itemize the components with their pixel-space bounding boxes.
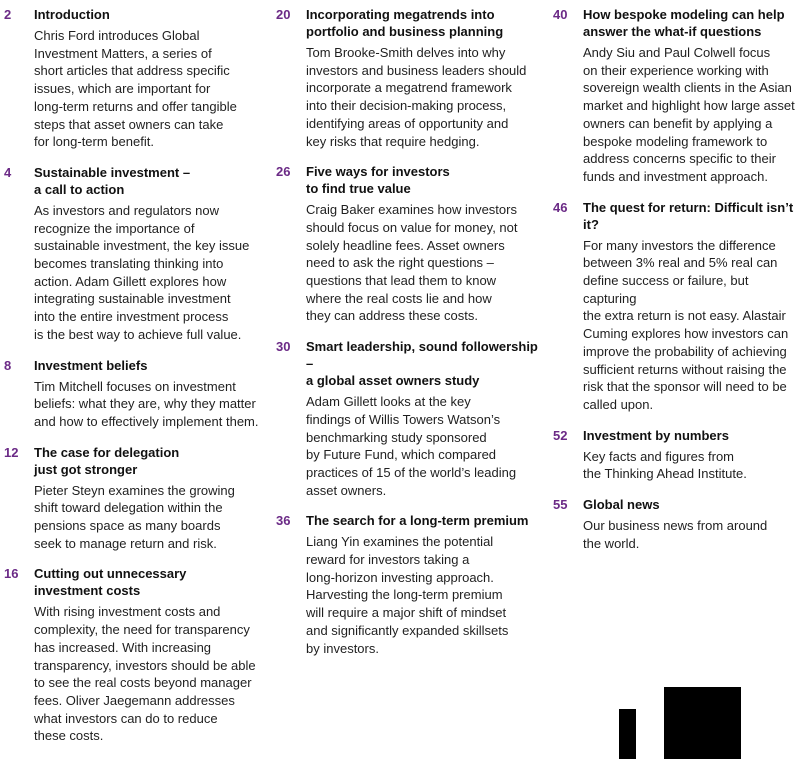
- article-title[interactable]: The case for delegation just got stronger: [34, 444, 180, 477]
- page-number: 2: [4, 7, 12, 22]
- page-number: 26: [276, 164, 291, 180]
- article-title[interactable]: Cutting out unnecessary investment costs: [34, 566, 187, 599]
- article-title[interactable]: Introduction: [34, 7, 110, 22]
- article-summary: Andy Siu and Paul Colwell focus on their experience working with sovereign wealth clients in the Asian market and highlight how large asset owners can benefit by applying a bespoke modeling framework to address concerns specific to their funds and investment approach.: [583, 45, 795, 184]
- article-title[interactable]: Global news: [583, 497, 660, 513]
- article-summary: Chris Ford introduces Global Investment Matters, a series of short articles that address specific issues, which are important for long-term returns and offer tangible steps that asset owners can take for long-term benefit.: [34, 28, 237, 150]
- page-number: 40: [553, 7, 568, 22]
- article-title[interactable]: The search for a long-term premium: [306, 513, 529, 529]
- contents-entry[interactable]: [553, 6, 805, 186]
- article-summary: For many investors the difference between 3% real and 5% real can define success or failure, but capturing the extra return is not easy. Alastair Cuming explores how investors can improve the probability of achieving sufficient returns without raising the risk that the sponsor will need to be called upon.: [583, 237, 789, 412]
- article-summary: Adam Gillett looks at the key findings of Willis Towers Watson’s benchmarking study sponsored by Future Fund, which compared practices of 15 of the world’s leading asset owners.: [306, 394, 517, 498]
- article-title[interactable]: Investment by numbers: [583, 427, 729, 443]
- article-title[interactable]: Five ways for investors to find true value: [306, 164, 450, 197]
- contents-entry[interactable]: [553, 496, 805, 552]
- contents-entry[interactable]: [553, 199, 805, 414]
- article-summary: Craig Baker examines how investors should focus on value for money, not solely headline fees. Asset owners need to ask the right questions – questions that lead them to know where the real costs lie and how they can address these costs.: [306, 202, 518, 324]
- article-title[interactable]: The quest for return: Difficult isn’t it?: [583, 199, 794, 232]
- contents-entry[interactable]: [276, 6, 548, 150]
- page-number: 4: [4, 164, 12, 180]
- page-number: 36: [276, 513, 291, 529]
- contents-entry[interactable]: [276, 338, 548, 499]
- article-summary: Tim Mitchell focuses on investment beliefs: what they are, why they matter and how to effectively implement them.: [34, 378, 259, 429]
- contents-entry[interactable]: [553, 427, 805, 483]
- contents-entry[interactable]: [4, 6, 272, 151]
- contents-column-3: [553, 6, 805, 565]
- page-number: 46: [553, 199, 568, 215]
- page-number: 16: [4, 566, 19, 582]
- contents-entry[interactable]: [276, 512, 548, 657]
- article-title[interactable]: Incorporating megatrends into portfolio and business planning: [306, 7, 504, 39]
- article-summary: With rising investment costs and complexity, the need for transparency has increased. With increasing transparency, investors should be able to see the real costs beyond manager fees. Oliver Jaegemann addresses what investors can do to reduce these costs.: [34, 604, 256, 744]
- article-summary: Liang Yin examines the potential reward for investors taking a long-horizon investing approach. Harvesting the long-term premium will require a major shift of mindset and significantly expanded skillsets by investors.: [306, 534, 509, 656]
- article-title[interactable]: Investment beliefs: [34, 357, 148, 373]
- contents-entry[interactable]: [276, 163, 548, 325]
- contents-entry[interactable]: [4, 164, 272, 344]
- contents-entry[interactable]: [4, 444, 272, 553]
- page-number: 52: [553, 427, 568, 443]
- contents-column-2: [276, 6, 548, 670]
- page-number: 12: [4, 444, 19, 460]
- article-summary: Our business news from around the world.: [583, 518, 768, 551]
- article-title[interactable]: How bespoke modeling can help answer the what-if questions: [583, 7, 785, 39]
- article-summary: Key facts and figures from the Thinking Ahead Institute.: [583, 448, 747, 482]
- decorative-block-large: [664, 687, 741, 759]
- article-title[interactable]: Smart leadership, sound followership – a global asset owners study: [306, 339, 538, 389]
- article-title[interactable]: Sustainable investment – a call to action: [34, 164, 191, 197]
- page-number: 55: [553, 497, 568, 513]
- contents-entry[interactable]: [4, 357, 272, 431]
- page-number: 20: [276, 7, 291, 22]
- decorative-block-small: [619, 709, 636, 759]
- article-summary: Pieter Steyn examines the growing shift toward delegation within the pensions space as many boards seek to manage return and risk.: [34, 482, 235, 551]
- page-number: 30: [276, 339, 291, 355]
- article-summary: Tom Brooke-Smith delves into why investors and business leaders should incorporate a megatrend framework into their decision-making process, identifying areas of opportunity and key risks that require hedging.: [306, 45, 527, 149]
- article-summary: As investors and regulators now recognize the importance of sustainable investment, the key issue becomes translating thinking into action. Adam Gillett explores how integrating sustainable investment into the entire investment process is the best way to achieve full value.: [34, 202, 250, 342]
- page-number: 8: [4, 357, 12, 373]
- contents-entry[interactable]: [4, 565, 272, 745]
- contents-column-1: [4, 6, 272, 758]
